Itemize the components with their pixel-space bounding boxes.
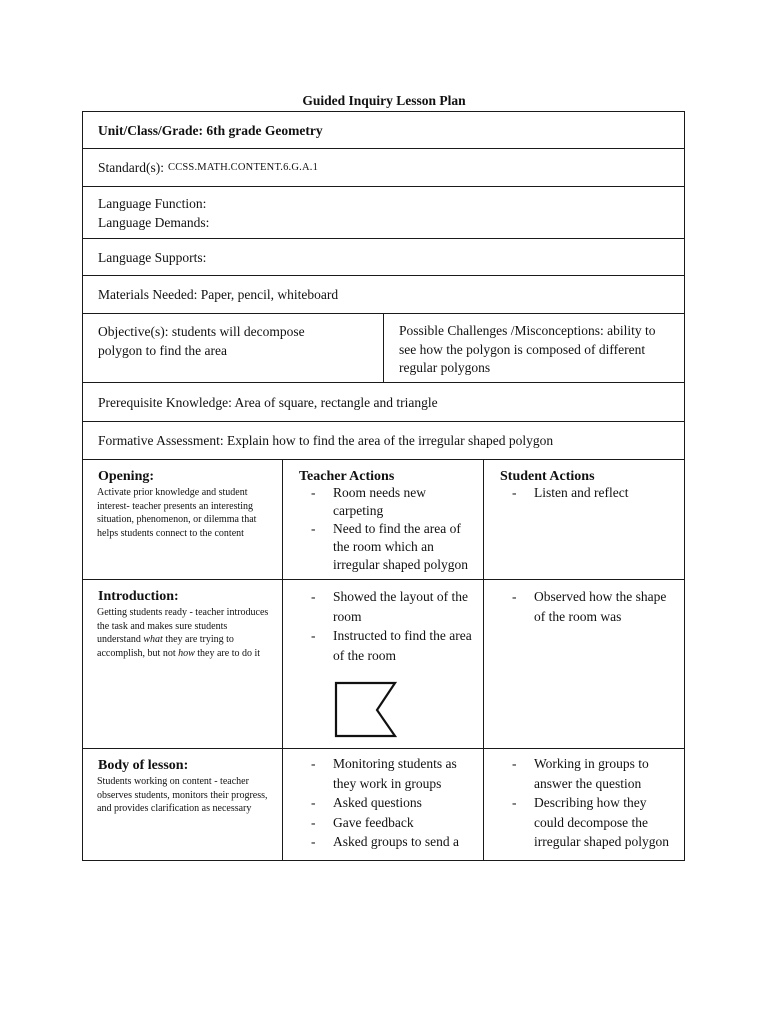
introduction-description: Getting students ready - teacher introduces the task and makes sure students understand what they are trying to accomplish, but not how they are to do it (97, 607, 269, 659)
list-item: - Observed how the shape of the room was (484, 587, 684, 626)
introduction-student-cell (483, 579, 685, 749)
introduction-title: Introduction: (98, 589, 179, 604)
body-title: Body of lesson: (98, 758, 189, 773)
challenges-cell (383, 313, 685, 383)
introduction-phase-cell (82, 579, 283, 749)
standard-code: CCSS.MATH.CONTENT.6.G.A.1 (167, 162, 319, 173)
opening-title: Opening: (98, 469, 155, 484)
formative-text: Formative Assessment: Explain how to find the area of the irregular shaped polygon (98, 433, 554, 448)
supports-row (82, 238, 685, 276)
list-item: - Room needs new carpeting (283, 484, 483, 520)
list-item: - Asked groups to send a (283, 832, 483, 852)
list-item: - Instructed to find the area of the room (283, 626, 483, 665)
teacher-actions-header: Teacher Actions (299, 469, 395, 484)
opening-description: Activate prior knowledge and student interest- teacher presents an interesting situation, phenomenon, or dilemma that helps students connect to the content (97, 487, 257, 539)
language-row (82, 186, 685, 239)
list-item: - Gave feedback (283, 813, 483, 833)
objective-text: Objective(s): students will decompose polygon to find the area (98, 324, 305, 358)
opening-phase-cell (82, 459, 283, 580)
opening-student-cell (483, 459, 685, 580)
introduction-teacher-cell (282, 579, 484, 749)
body-description: Students working on content - teacher observes students, monitors their progress, and provides clarification as necessary (97, 776, 268, 814)
language-function: Language Function: (98, 196, 207, 211)
student-actions-header: Student Actions (500, 469, 595, 484)
objective-cell (82, 313, 384, 383)
opening-teacher-cell (282, 459, 484, 580)
unit-row (82, 111, 685, 149)
prerequisite-text: Prerequisite Knowledge: Area of square, rectangle and triangle (98, 394, 438, 410)
list-item: - Listen and reflect (484, 484, 684, 502)
list-item: - Working in groups to answer the question (484, 754, 684, 793)
materials-row (82, 275, 685, 314)
list-item: - Monitoring students as they work in groups (283, 754, 483, 793)
materials-text: Materials Needed: Paper, pencil, whiteboard (98, 287, 339, 302)
challenges-text: Possible Challenges /Misconceptions: ability to see how the polygon is composed of different regular polygons (399, 323, 656, 375)
page-title: Guided Inquiry Lesson Plan (302, 93, 466, 108)
standard-row (82, 148, 685, 187)
body-student-cell (483, 748, 685, 861)
list-item: - Need to find the area of the room which an irregular shaped polygon (283, 520, 483, 574)
prerequisite-row (82, 382, 685, 422)
body-phase-cell (82, 748, 283, 861)
standard-label: Standard(s): (98, 160, 164, 175)
body-teacher-cell (282, 748, 484, 861)
list-item: - Describing how they could decompose the irregular shaped polygon (484, 793, 684, 852)
supports-text: Language Supports: (98, 249, 207, 265)
list-item: - Asked questions (283, 793, 483, 813)
unit-text: Unit/Class/Grade: 6th grade Geometry (98, 122, 323, 138)
list-item: - Showed the layout of the room (283, 587, 483, 626)
polygon-shape-icon (333, 680, 403, 740)
language-demands: Language Demands: (98, 215, 210, 230)
formative-row (82, 421, 685, 460)
